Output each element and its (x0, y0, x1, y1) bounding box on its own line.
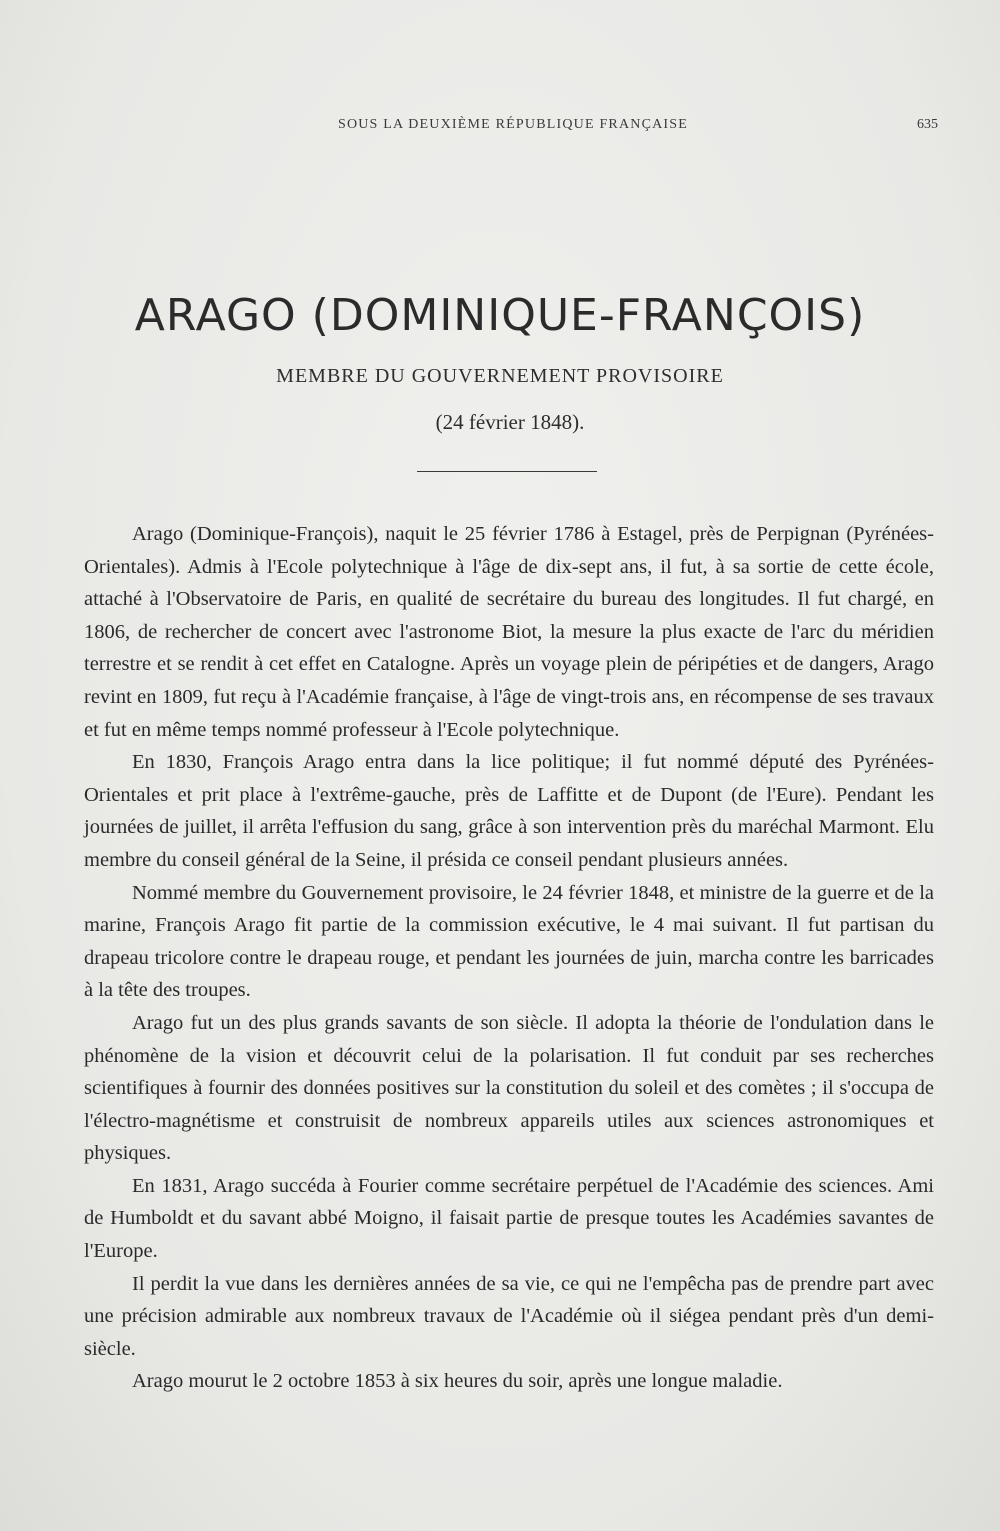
paragraph: Arago fut un des plus grands savants de son siècle. Il adopta la théorie de l'ondulation dans le phénomène de la vision et découvrit celui de la polarisation. Il fut conduit par ses recherches scientifiques à fournir des données positives sur la constitution du soleil et des comètes ; il s'occupa de l'électro-magnétisme et construisit de nombreux appareils utiles aux sciences astronomiques et physiques. (84, 1011, 934, 1165)
article-title: ARAGO (DOMINIQUE-FRANÇOIS) (134, 290, 866, 341)
paragraph: Arago mourut le 2 octobre 1853 à six heures du soir, après une longue maladie. (132, 1370, 783, 1393)
running-head (0, 117, 1000, 139)
paragraph: Nommé membre du Gouvernement provisoire, le 24 février 1848, et ministre de la guerre et de la marine, François Arago fit partie de la commission exécutive, le 4 mai suivant. Il fut partisan du drapeau tricolore contre le drapeau rouge, et pendant les journées de juin, marcha contre les barricades à la tête des troupes. (84, 881, 934, 1002)
body-text (84, 518, 934, 1398)
article-subtitle: MEMBRE DU GOUVERNEMENT PROVISOIRE (276, 365, 724, 387)
date-line: (24 février 1848). (435, 410, 585, 434)
paragraph: En 1831, Arago succéda à Fourier comme secrétaire perpétuel de l'Académie des sciences. Ami de Humboldt et du savant abbé Moigno, il faisait partie de presque toutes les Académies savantes de l'Europe. (84, 1174, 934, 1263)
running-title: SOUS LA DEUXIÈME RÉPUBLIQUE FRANÇAISE (337, 117, 689, 132)
paragraph: Arago (Dominique-François), naquit le 25 février 1786 à Estagel, près de Perpignan (Pyrénées-Orientales). Admis à l'Ecole polytechnique à l'âge de dix-sept ans, il fut, à sa sortie de cette école, attaché à l'Observatoire de Paris, en qualité de secrétaire du bureau des longitudes. Il fut chargé, en 1806, de rechercher de concert avec l'astronome Biot, la mesure la plus exacte de l'arc du méridien terrestre et se rendit à cet effet en Catalogne. Après un voyage plein de péripéties et de dangers, Arago revint en 1809, fut reçu à l'Académie française, à l'âge de vingt-trois ans, en récompense de ses travaux et fut en même temps nommé professeur à l'Ecole polytechnique. (84, 523, 934, 741)
paragraph: Il perdit la vue dans les dernières années de sa vie, ce qui ne l'empêcha pas de prendre part avec une précision admirable aux nombreux travaux de l'Académie où il siégea pendant près d'un demi-siècle. (84, 1272, 934, 1360)
paragraph: En 1830, François Arago entra dans la lice politique; il fut nommé député des Pyrénées-Orientales et prit place à l'extrême-gauche, près de Laffitte et de Dupont (de l'Eure). Pendant les journées de juillet, il arrêta l'effusion du sang, grâce à son intervention près du maréchal Marmont. Elu membre du conseil général de la Seine, il présida ce conseil pendant plusieurs années. (84, 751, 934, 871)
section-divider (417, 471, 597, 472)
page-number: 635 (917, 117, 938, 132)
